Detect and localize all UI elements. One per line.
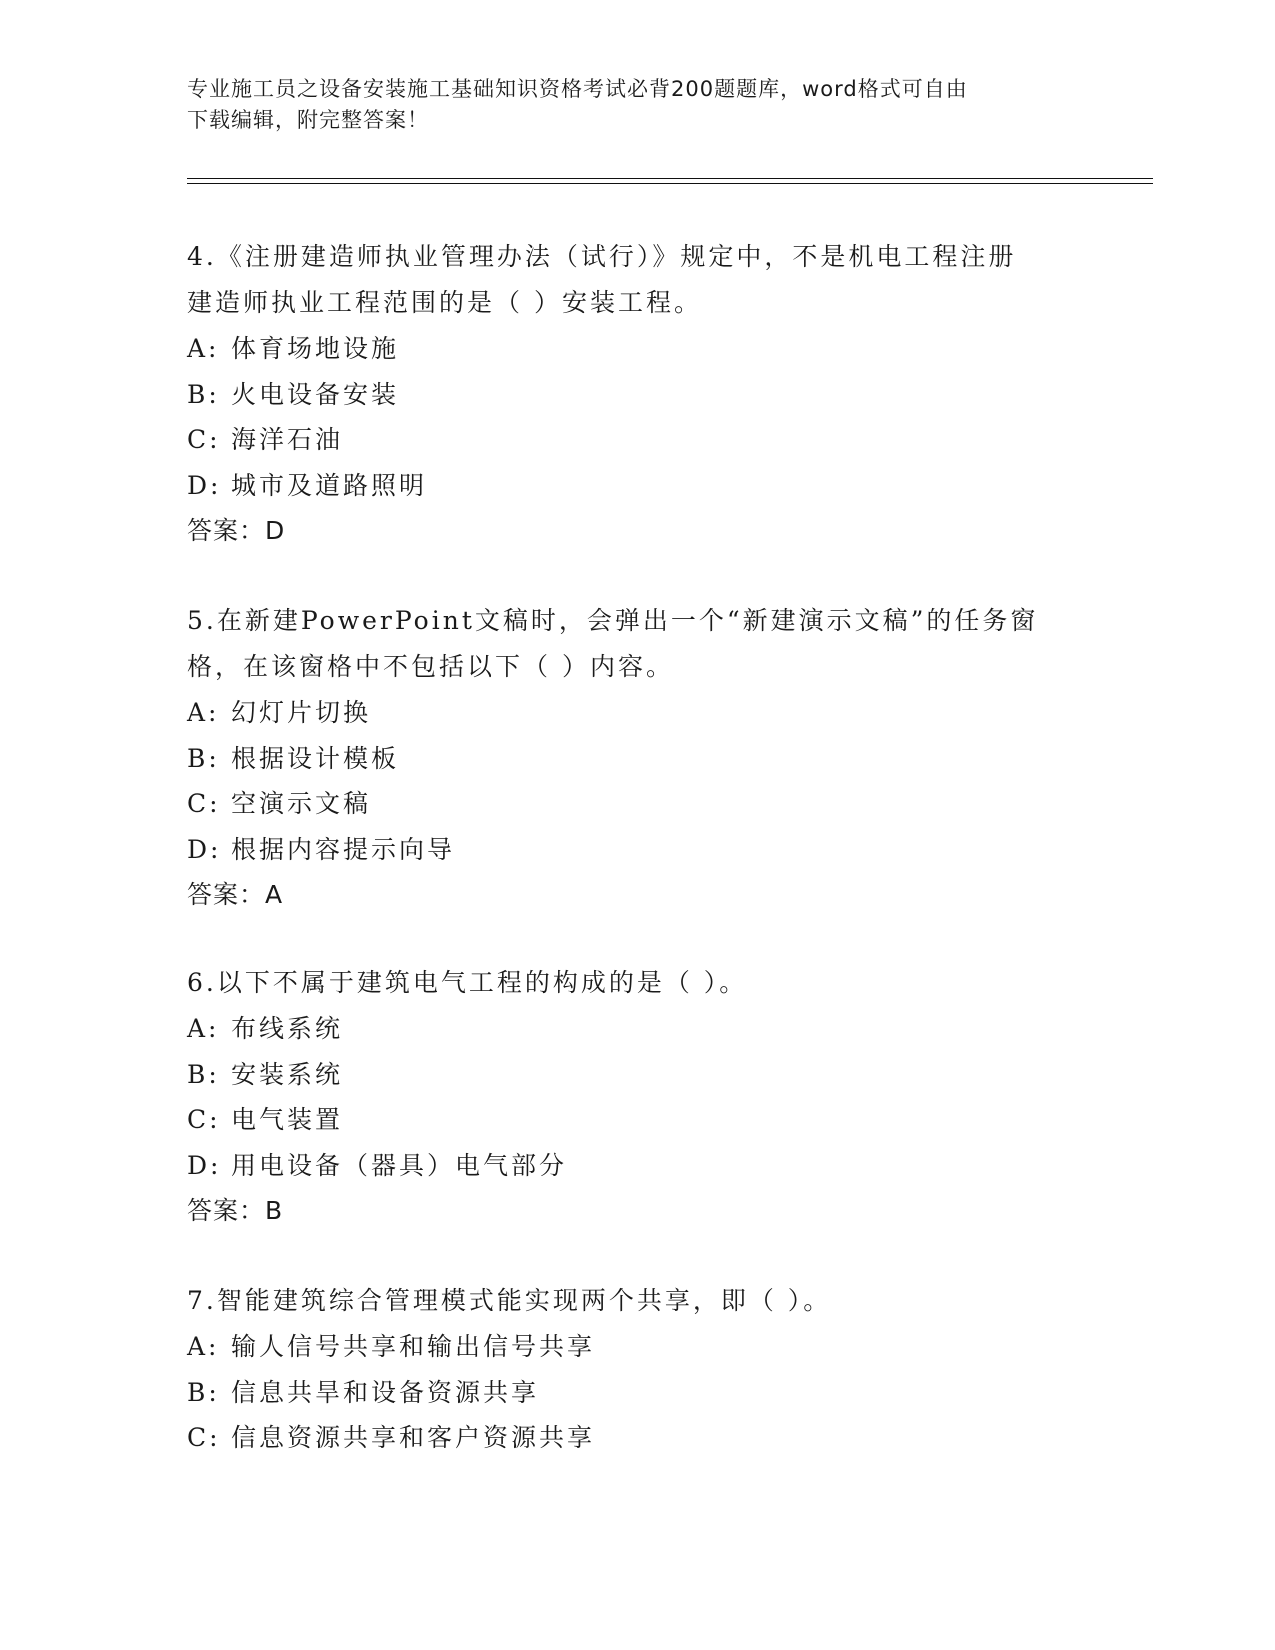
option-key: B: <box>187 379 220 409</box>
option-text: 用电设备（器具）电气部分 <box>231 1150 568 1180</box>
header-rule-top <box>187 178 1153 179</box>
answer-line: 答案：A <box>187 880 284 909</box>
option-text: 幻灯片切换 <box>231 698 372 727</box>
question-6 <box>187 960 1087 1234</box>
option-b <box>187 1370 1087 1416</box>
question-stem-line: 4.《注册建造师执业管理办法（试行）》规定中，不是机电工程注册 <box>187 242 1017 271</box>
option-key: C: <box>187 1105 221 1134</box>
option-d <box>187 827 1087 873</box>
option-text: 信息共旱和设备资源共享 <box>231 1377 540 1407</box>
option-text: 根据内容提示向导 <box>231 834 456 864</box>
option-key: D: <box>187 834 222 864</box>
option-text: 城市及道路照明 <box>231 470 428 500</box>
answer-line: 答案：B <box>187 1196 284 1225</box>
question-stem-line: 6.以下不属于建筑电气工程的构成的是（ ）。 <box>187 968 748 997</box>
option-b <box>187 736 1087 782</box>
option-key: C: <box>187 425 221 454</box>
option-a <box>187 326 1087 372</box>
option-b <box>187 372 1087 418</box>
question-stem-line: 7.智能建筑综合管理模式能实现两个共享，即（ ）。 <box>187 1286 832 1315</box>
option-key: A: <box>187 1014 220 1043</box>
option-key: C: <box>187 789 221 818</box>
option-key: B: <box>187 743 220 773</box>
option-c <box>187 1097 1087 1143</box>
header-line-1: 专业施工员之设备安装施工基础知识资格考试必背200题题库，word格式可自由 <box>187 77 968 101</box>
option-text: 安装系统 <box>231 1059 344 1089</box>
option-text: 空演示文稿 <box>231 789 372 818</box>
question-5 <box>187 598 1087 918</box>
option-key: B: <box>187 1377 220 1407</box>
question-stem-line: 建造师执业工程范围的是（ ）安装工程。 <box>187 288 702 317</box>
option-text: 布线系统 <box>231 1014 344 1043</box>
option-d <box>187 463 1087 509</box>
document-header <box>187 74 1087 136</box>
option-d <box>187 1143 1087 1189</box>
option-text: 火电设备安装 <box>231 379 400 409</box>
option-text: 根据设计模板 <box>231 743 400 773</box>
option-key: D: <box>187 470 222 500</box>
option-key: A: <box>187 698 220 727</box>
option-b <box>187 1052 1087 1098</box>
option-text: 电气装置 <box>231 1105 344 1134</box>
option-a <box>187 1324 1087 1370</box>
option-key: D: <box>187 1150 222 1180</box>
option-key: A: <box>187 1332 220 1361</box>
option-c <box>187 1415 1087 1461</box>
header-rule-bottom <box>187 183 1153 184</box>
answer-line: 答案：D <box>187 516 286 545</box>
option-c <box>187 781 1087 827</box>
option-a <box>187 690 1087 736</box>
question-4 <box>187 234 1087 554</box>
option-a <box>187 1006 1087 1052</box>
question-stem-line: 5.在新建PowerPoint文稿时，会弹出一个“新建演示文稿”的任务窗 <box>187 606 1039 635</box>
question-stem-line: 格，在该窗格中不包括以下（ ）内容。 <box>187 652 674 681</box>
option-text: 信息资源共享和客户资源共享 <box>231 1423 596 1452</box>
option-key: B: <box>187 1059 220 1089</box>
question-7 <box>187 1278 1087 1461</box>
header-line-2: 下载编辑，附完整答案！ <box>187 108 429 132</box>
option-text: 体育场地设施 <box>231 334 400 363</box>
option-c <box>187 417 1087 463</box>
option-text: 输人信号共享和输出信号共享 <box>231 1332 596 1361</box>
option-text: 海洋石油 <box>231 425 344 454</box>
option-key: C: <box>187 1423 221 1452</box>
option-key: A: <box>187 334 220 363</box>
